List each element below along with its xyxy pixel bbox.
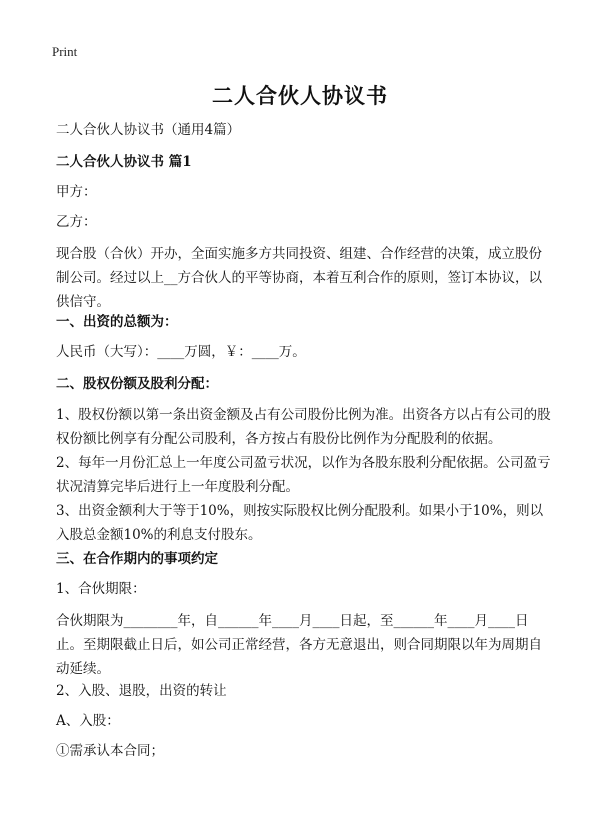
article-heading: 二人合伙人协议书 篇1: [56, 154, 192, 170]
section3-item2: 2、入股、退股，出资的转让: [56, 683, 227, 699]
section2-item3: 3、出资金额利大于等于10%，则按实际股权比例分配股利。如果小于10%，则以入股总金额10%的利息支付股东。: [56, 503, 544, 543]
section2-item1: 1、股权份额以第一条出资金额及占有公司股份比例为准。出资各方以占有公司的股权份额比例享有分配公司股利，各方按占有股份比例作为分配股利的依据。: [56, 407, 551, 447]
section1-amount: 人民币（大写）：____万圆，￥：____万。: [56, 344, 306, 360]
document-subtitle: 二人合伙人协议书（通用4篇）: [56, 122, 241, 138]
section3-item1-text: 合伙期限为________年，自______年____月____日起，至______年____月____日止。至期限截止日后，如公司正常经营，各方无意退出，则合同期限以年为周期自动延续。: [56, 613, 542, 677]
section3-item2-a1: ①需承认本合同；: [56, 743, 164, 759]
section2-heading: 二、股权份额及股利分配：: [56, 376, 218, 392]
print-link[interactable]: Print: [52, 44, 78, 59]
section3-item1: 1、合伙期限：: [56, 581, 146, 597]
intro-paragraph: 现合股（合伙）开办，全面实施多方共同投资、组建、合作经营的决策，成立股份制公司。经过以上__方合伙人的平等协商，本着互利合作的原则，签订本协议，以供信守。: [56, 246, 542, 310]
party-a-label: 甲方：: [56, 184, 97, 200]
party-b-label: 乙方：: [56, 214, 97, 230]
section1-heading: 一、出资的总额为：: [56, 314, 178, 330]
section3-heading: 三、在合作期内的事项约定: [56, 551, 218, 567]
page-title: 二人合伙人协议书: [212, 83, 388, 108]
section3-item2-a: A、入股：: [56, 713, 120, 729]
section2-item2: 2、每年一月份汇总上一年度公司盈亏状况，以作为各股东股利分配依据。公司盈亏状况清算完毕后进行上一年度股利分配。: [56, 455, 551, 495]
